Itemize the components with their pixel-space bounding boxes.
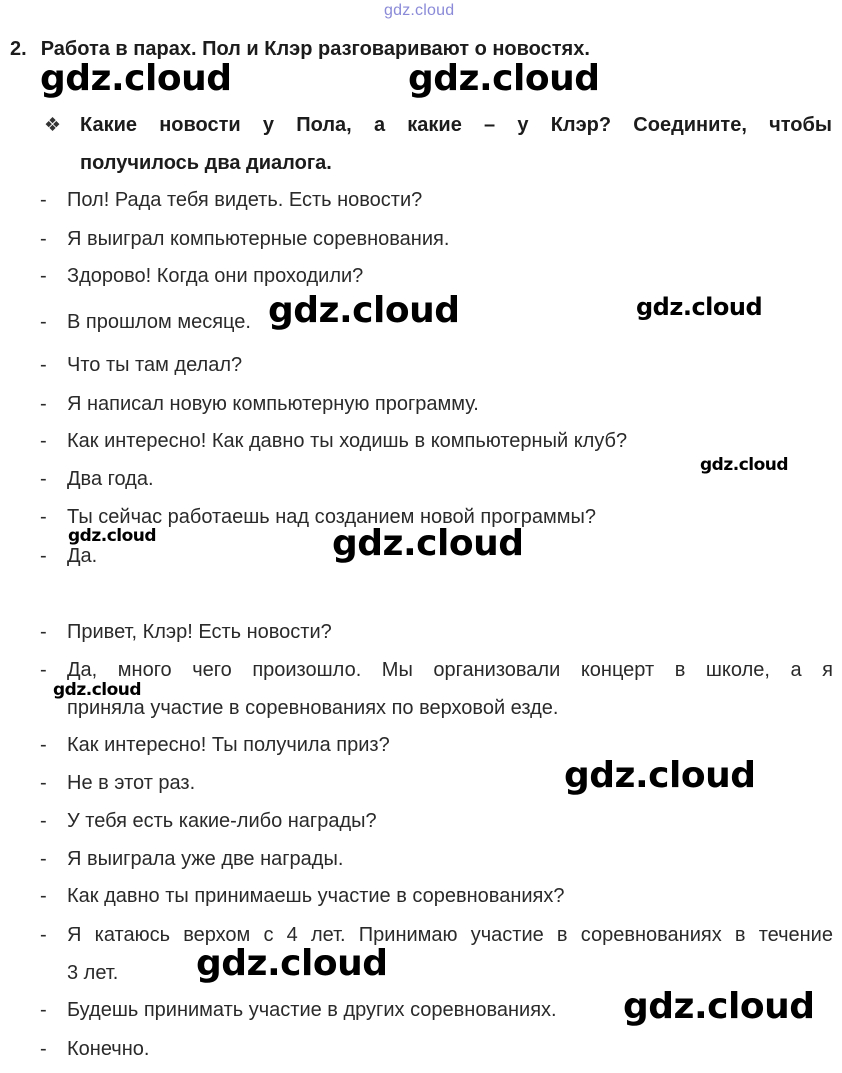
instruction-word: Соедините, [633,114,747,136]
word: верхом [183,924,251,946]
line-text: Как давно ты принимаешь участие в соревнованиях? [67,885,565,907]
dash: - [40,810,47,832]
dash: - [40,848,47,870]
watermark: gdz.cloud [564,755,756,796]
instruction-word: а [373,114,386,136]
word: в [734,924,746,946]
watermark: gdz.cloud [700,455,789,475]
watermark: gdz.cloud [68,526,157,546]
watermark: gdz.cloud [196,943,388,984]
instruction-word: новости [159,114,241,136]
word: в [556,924,568,946]
word: я [822,659,833,681]
line-text: Два года. [67,468,154,490]
instruction-line-2: получилось два диалога. [80,152,332,174]
word: 4 [286,924,298,946]
instruction-word: Клэр? [550,114,612,136]
dash: - [40,265,47,287]
word: с [263,924,274,946]
word: соревнованиях [580,924,722,946]
line-text: Будешь принимать участие в других соревнованиях. [67,999,557,1021]
dash: - [40,999,47,1021]
dash: - [40,189,47,211]
dash: - [40,924,47,946]
line-text: Да. [67,545,98,567]
line-text: Я выиграла уже две награды. [67,848,344,870]
dash: - [40,734,47,756]
line-text [67,924,833,947]
dash: - [40,659,47,681]
dash: - [40,311,47,333]
word: школе, [705,659,770,681]
line-text: Как интересно! Ты получила приз? [67,734,390,756]
watermark: gdz.cloud [636,293,763,321]
word: Мы [381,659,413,681]
task-title-text: Работа в парах. Пол и Клэр разговаривают о новостях. [40,38,590,60]
line-text: Что ты там делал? [67,354,243,376]
watermark: gdz.cloud [408,58,600,99]
word: концерт [580,659,655,681]
line-text: Привет, Клэр! Есть новости? [67,621,332,643]
watermark: gdz.cloud [623,986,815,1027]
instruction-word: чтобы [769,114,832,136]
line-text: В прошлом месяце. [67,311,251,333]
instruction-line-1 [80,114,832,137]
word: течение [758,924,833,946]
line-text: Не в этот раз. [67,772,196,794]
dash: - [40,885,47,907]
line-text [67,659,833,682]
line-text: У тебя есть какие-либо награды? [67,810,377,832]
word: участие [470,924,544,946]
dash: - [40,772,47,794]
instruction-word: какие [407,114,462,136]
word: в [674,659,686,681]
dash: - [40,228,47,250]
word: Да, [67,659,98,681]
watermark: gdz.cloud [53,680,142,700]
watermark: gdz.cloud [332,523,524,564]
instruction-word: у [517,114,529,136]
word: произошло. [252,659,362,681]
dash: - [40,506,47,528]
line-text: Здорово! Когда они проходили? [67,265,364,287]
line-text: 3 лет. [67,962,119,984]
dash: - [40,393,47,415]
word: катаюсь [94,924,170,946]
line-text: Пол! Рада тебя видеть. Есть новости? [67,189,423,211]
dash: - [40,430,47,452]
instruction-word: у [262,114,275,136]
line-text: Конечно. [67,1038,150,1060]
dash: - [40,621,47,643]
diamond-bullet-icon: ❖ [44,115,62,136]
dash: - [40,354,47,376]
instruction-word: Какие [80,114,138,136]
line-text: Ты сейчас работаешь над созданием новой программы? [67,506,596,528]
word: чего [192,659,232,681]
dash: - [40,468,47,490]
line-text: приняла участие в соревнованиях по верховой езде. [67,697,559,719]
top-watermark: gdz.cloud [384,2,455,19]
dash: - [40,1038,47,1060]
line-text: Как интересно! Как давно ты ходишь в компьютерный клуб? [67,430,628,452]
dash: - [40,545,47,567]
word: организовали [433,659,561,681]
instruction-word: – [484,114,496,136]
line-text: Я выиграл компьютерные соревнования. [67,228,450,250]
dialogue2-line [0,924,842,954]
word: много [117,659,172,681]
watermark: gdz.cloud [268,290,460,331]
task-number: 2. [10,38,27,60]
word: а [790,659,802,681]
watermark: gdz.cloud [40,58,232,99]
line-text: Я написал новую компьютерную программу. [67,393,479,415]
instruction-word: Пола, [296,114,352,136]
word: Я [67,924,82,946]
word: Принимаю [358,924,458,946]
word: лет. [310,924,346,946]
